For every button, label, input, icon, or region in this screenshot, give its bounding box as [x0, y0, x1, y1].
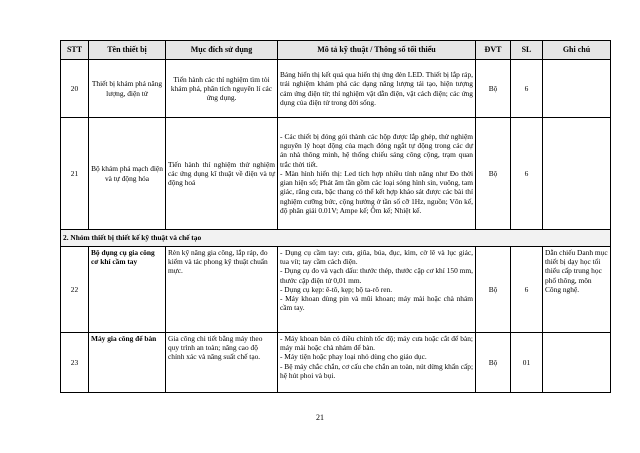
spec-line: - Máy khoan bàn có điều chỉnh tốc độ; máy cưa hoặc cắt để bàn; máy mài hoặc chà nhám để bàn.	[280, 334, 473, 353]
spec-line: Bảng hiển thị kết quả qua hiển thị ứng đèn LED. Thiết bị lắp ráp, trải nghiệm khám phá các dạng năng lượng tái tạo, hiện tượng cảm ứng điện từ; thí nghiệm vật dẫn điện, vật cách điện; các ứng dụng của điện tử trong đời sống.	[280, 70, 473, 107]
header-purpose: Mục đích sử dụng	[166, 41, 278, 60]
header-spec: Mô tả kỹ thuật / Thông số tối thiểu	[278, 41, 476, 60]
spec-line: - Dụng cụ kẹp: ê-tô, kẹp; bộ ta-rô ren.	[280, 284, 393, 294]
table-row	[61, 247, 611, 333]
row-note	[543, 118, 611, 230]
row-purpose: Rèn kỹ năng gia công, lắp ráp, đo kiểm và tác phong kỹ thuật chuẩn mực.	[166, 247, 278, 333]
row-spec	[278, 118, 476, 230]
row-spec	[278, 247, 476, 333]
row-qty: 01	[511, 333, 543, 393]
header-note: Ghi chú	[543, 41, 611, 60]
row-unit: Bộ	[476, 333, 511, 393]
row-stt: 20	[61, 60, 89, 118]
page-number: 21	[316, 413, 324, 422]
table-row	[61, 118, 611, 230]
row-qty: 6	[511, 118, 543, 230]
spec-line: - Dụng cụ cầm tay: cưa, giũa, búa, đục, kìm, cờ lê và lục giác, tua vít; tay cầm cách điện.	[280, 248, 473, 267]
row-qty: 6	[511, 247, 543, 333]
header-unit: ĐVT	[476, 41, 511, 60]
row-unit: Bộ	[476, 118, 511, 230]
spec-line: - Bệ máy chắc chắn, cơ cấu che chắn an toàn, nút dừng khẩn cấp; hệ hút phoi và bụi.	[280, 361, 474, 380]
row-purpose: Tiến hành các thí nghiệm tìm tòi khám phá, phân tích nguyên lí các ứng dụng.	[166, 60, 278, 118]
row-purpose: Tiến hành thí nghiệm thử nghiệm các ứng dụng kĩ thuật về điện và tự động hoá	[166, 118, 278, 230]
section-title: 2. Nhóm thiết bị thiết kế kỹ thuật và chế tạo	[61, 230, 611, 247]
spec-line: - Màn hình hiển thị: Led tích hợp nhiều tính năng như Đo thời gian hiện số; Phát âm tần gồm các loại sóng hình sin, vuông, tam giác, răng cưa, bậc thang có thể kết hợp khảo sát được các bài thí nghiệm cưỡng bức, cộng hưởng ở tần số cỡ 1Hz, nguồn; Vôn kế, độ phân giải 0.01V; Ampe kế; Ôm kế; Nhiệt kế.	[280, 168, 473, 215]
row-stt: 21	[61, 118, 89, 230]
row-purpose: Gia công chi tiết bằng máy theo quy trình an toàn; nâng cao độ chính xác và năng suất chế tạo.	[166, 333, 278, 393]
header-qty: SL	[511, 41, 543, 60]
spec-line: - Máy khoan dùng pin và mũi khoan; máy mài hoặc chà nhám cầm tay.	[280, 294, 473, 313]
spec-line: - Máy tiện hoặc phay loại nhỏ dùng cho giáo dục.	[280, 352, 427, 362]
spec-line: - Dụng cụ đo và vạch dấu: thước thép, thước cặp cơ khí 150 mm, thước cặp điện tử 0,01 mm.	[280, 266, 473, 285]
row-name: Bộ khám phá mạch điện và tự động hóa	[89, 118, 166, 230]
table-header-row	[61, 41, 611, 60]
row-qty: 6	[511, 60, 543, 118]
equipment-table	[60, 40, 611, 393]
row-name: Máy gia công để bàn	[89, 333, 166, 393]
row-unit: Bộ	[476, 60, 511, 118]
header-stt: STT	[61, 41, 89, 60]
section-row	[61, 230, 611, 247]
row-note	[543, 333, 611, 393]
row-name: Bộ dụng cụ gia công cơ khí cầm tay	[89, 247, 166, 333]
row-note: Dẫn chiếu Danh mục thiết bị dạy học tối thiểu cấp trung học phổ thông, môn Công nghệ.	[543, 247, 611, 333]
row-name: Thiết bị khám phá năng lượng, điện tử	[89, 60, 166, 118]
spec-line: - Các thiết bị đóng gói thành các hộp được lắp ghép, thử nghiệm nguyên lý hoạt động của mạch đóng ngắt tự động trong các dự án nhà thông minh, hệ thống chiếu sáng công cộng, trạm quan trắc thời tiết.	[280, 132, 473, 169]
row-spec	[278, 333, 476, 393]
table-row	[61, 333, 611, 393]
row-stt: 22	[61, 247, 89, 333]
row-spec	[278, 60, 476, 118]
row-note	[543, 60, 611, 118]
row-unit: Bộ	[476, 247, 511, 333]
table-row	[61, 60, 611, 118]
header-name: Tên thiết bị	[89, 41, 166, 60]
row-stt: 23	[61, 333, 89, 393]
